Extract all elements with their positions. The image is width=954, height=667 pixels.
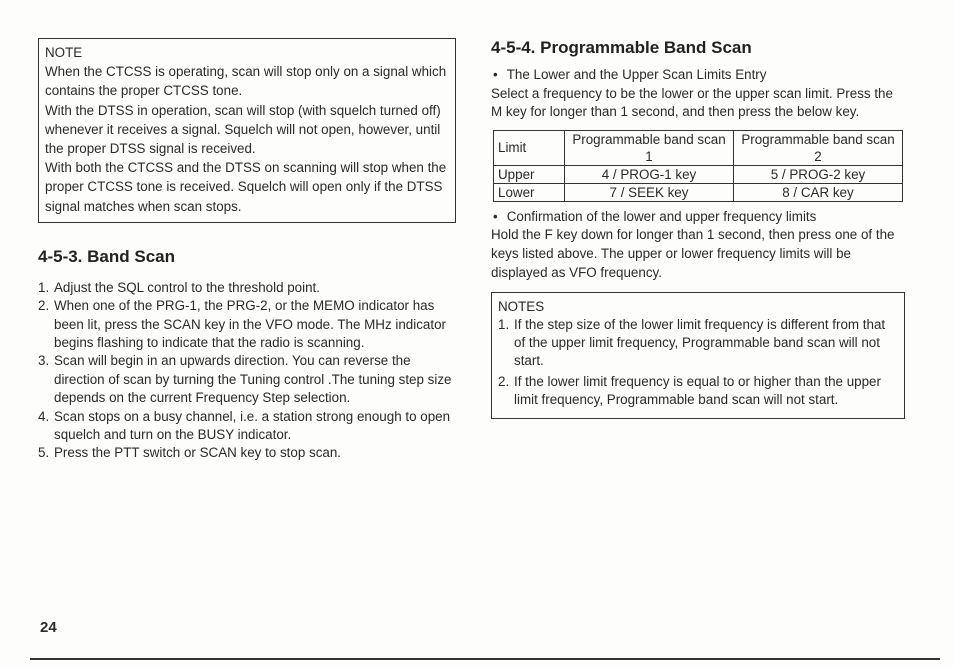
confirm-section	[491, 208, 905, 282]
confirm-text: Hold the F key down for longer than 1 second, then press one of the keys listed above. The upper or lower frequency limits will be displayed as VFO frequency.	[491, 227, 895, 280]
table-cell: 8 / CAR key	[734, 183, 903, 201]
band-scan-title: 4-5-3. Band Scan	[38, 246, 175, 266]
table-cell: 5 / PROG-2 key	[734, 165, 903, 183]
table-header-row	[494, 130, 903, 165]
prog-band-scan-title: 4-5-4. Programmable Band Scan	[491, 38, 752, 57]
list-item: 4. Scan stops on a busy channel, i.e. a station strong enough to open squelch and turn on the BUSY indicator.	[38, 408, 451, 443]
notes-heading: NOTES	[498, 299, 545, 315]
table-cell: 7 / SEEK key	[565, 183, 734, 201]
scan-limit-table	[493, 130, 903, 202]
note-paragraph: With both the CTCSS and the DTSS on scanning will stop when the proper CTCSS tone is received. Squelch will open only if the DTSS signal matches when scan stops.	[45, 160, 447, 214]
notes-list	[498, 316, 898, 409]
confirm-heading: • Confirmation of the lower and upper frequency limits	[491, 208, 905, 227]
entry-text: Select a frequency to be the lower or the upper scan limit. Press the M key for longer than 1 second, and then press the below key.	[491, 85, 893, 120]
list-item: 3. Scan will begin in an upwards direction. You can reverse the direction of scan by turning the Tuning control .The tuning step size depends on the current Frequency Step selection.	[38, 353, 452, 406]
list-item: 2. If the lower limit frequency is equal to or higher than the upper limit frequency, Programmable band scan will not start.	[498, 374, 881, 408]
entry-section	[491, 66, 905, 122]
list-item: 2. When one of the PRG-1, the PRG-2, or the MEMO indicator has been lit, press the SCAN key in the VFO mode. The MHz indicator begins flashing to indicate that the radio is scanning.	[38, 298, 446, 351]
note-heading: NOTE	[45, 45, 83, 60]
list-item: 1. Adjust the SQL control to the threshold point.	[38, 279, 320, 295]
entry-heading: • The Lower and the Upper Scan Limits Entry	[491, 66, 905, 85]
right-column	[491, 38, 905, 419]
list-item: 1. If the step size of the lower limit frequency is different from that of the upper limit frequency, Programmable band scan will not start.	[498, 317, 886, 369]
footer-rule	[30, 658, 940, 660]
note-paragraph: When the CTCSS is operating, scan will stop only on a signal which contains the proper CTCSS tone.	[45, 64, 447, 99]
table-header-cell: Programmable band scan 2	[734, 130, 903, 165]
note-paragraph: With the DTSS in operation, scan will stop (with squelch turned off) whenever it receives a signal. Squelch will not open, however, until the proper DTSS signal is received.	[45, 102, 441, 157]
band-scan-steps	[38, 279, 456, 463]
page-number: 24	[40, 619, 57, 636]
table-row	[494, 183, 903, 201]
note-box	[38, 38, 456, 223]
notes-box	[491, 292, 905, 419]
table-header-cell: Limit	[494, 130, 565, 165]
table-row	[494, 165, 903, 183]
table-cell: 4 / PROG-1 key	[565, 165, 734, 183]
table-cell: Upper	[494, 165, 565, 183]
table-header-cell: Programmable band scan 1	[565, 130, 734, 165]
table-cell: Lower	[494, 183, 565, 201]
left-column	[38, 38, 456, 463]
list-item: 5. Press the PTT switch or SCAN key to stop scan.	[38, 445, 342, 461]
